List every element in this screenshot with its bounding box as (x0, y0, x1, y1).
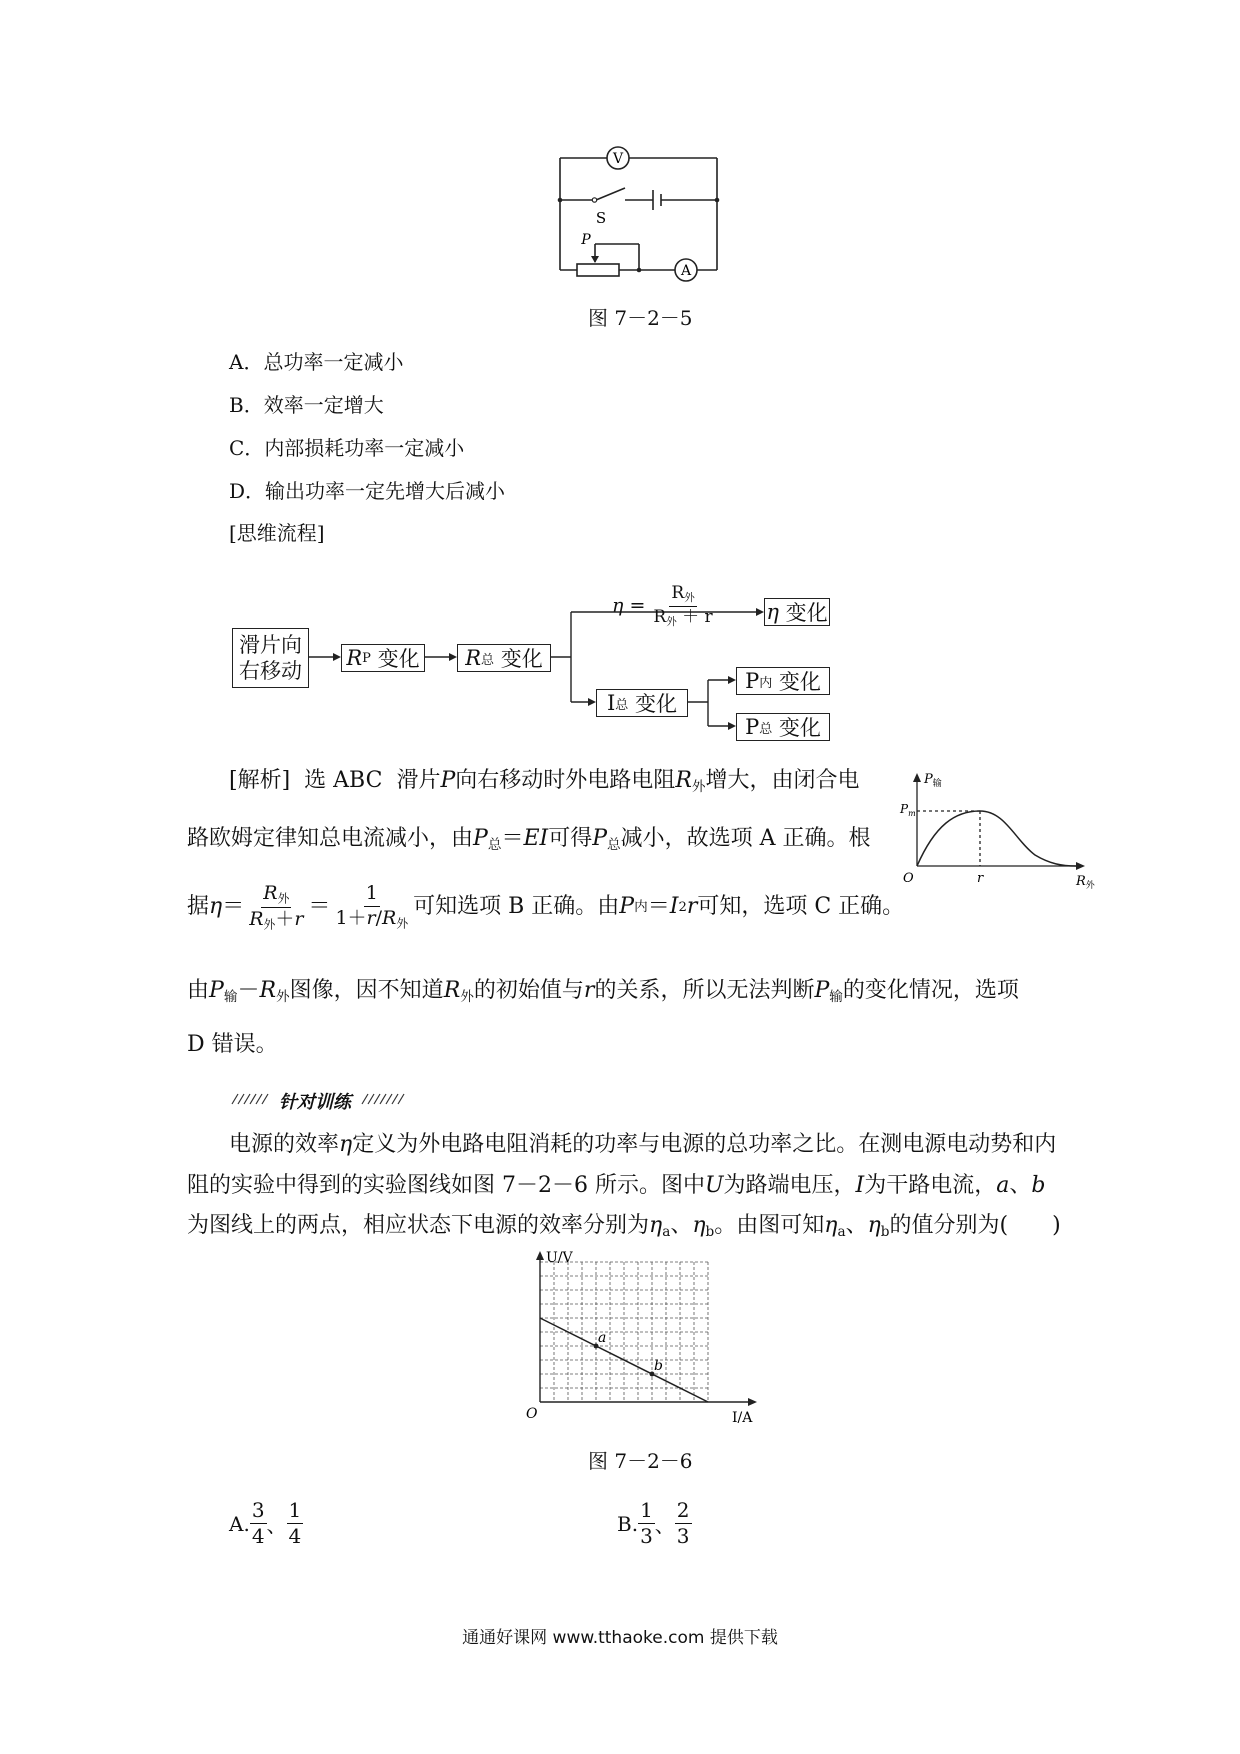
page-footer: 通通好课网 www.tthaoke.com 提供下载 (462, 1628, 778, 1648)
flow-box-pzong: P 总 变化 (736, 713, 830, 741)
option-c: C．内部损耗功率一定减小 (229, 436, 465, 460)
answer-option-b: B. $\frac{1}{3}$ 、 $\frac{2}{3}$ (617, 1498, 690, 1548)
training-line-2: 阻的实验中得到的实验图线如图 7－2－6 所示。图中U为路端电压，I为干路电流，a、b (187, 1173, 1046, 1198)
analysis-line-2: 路欧姆定律知总电流减小，由$P_总=EI$可得$P_总$减小，故选项 A 正确。根 (187, 826, 871, 854)
analysis-line-3: 据 η ＝ $\frac{R_外}{R_外+r}$ ＝ $\frac{1}{1+r/R_外}$ 可知选项 B 正确。由 P 内 ＝ I 2 r 可知，选项 C 正确。 (187, 882, 905, 932)
analysis-line-5: D 错误。 (187, 1032, 278, 1057)
training-title: 针对训练 (279, 1092, 351, 1113)
flow-box-slider: 滑片向 右移动 (232, 628, 309, 688)
i-axis-label: I/A (732, 1410, 753, 1426)
training-line-3: 为图线上的两点，相应状态下电源的效率分别为$\eta_a$、$\eta_b$。由图可知$\eta_a$、$\eta_b$的值分别为( ) (187, 1213, 1061, 1241)
u-axis-label: U/V (546, 1250, 573, 1266)
option-d: D．输出功率一定先增大后减小 (229, 479, 506, 503)
slider-label: P (581, 232, 591, 248)
voltmeter-label: V (612, 151, 624, 167)
curve-r-tick: r (977, 871, 984, 886)
u-i-origin: O (526, 1406, 538, 1422)
option-a: A．总功率一定减小 (229, 350, 404, 374)
training-line-1: 电源的效率η定义为外电路电阻消耗的功率与电源的总功率之比。在测电源电动势和内 (229, 1132, 1057, 1157)
curve-y-label: $P_输$ (924, 772, 942, 789)
flow-box-pnei: P 内 变化 (736, 667, 830, 695)
flow-box-eta: η 变化 (764, 598, 830, 626)
flow-eta-formula: η = $\frac{R_外}{R_外 + r}$ (612, 583, 713, 629)
curve-origin: O (903, 871, 914, 886)
analysis-line-1: [解析] 选 ABC 滑片P向右移动时外电路电阻$R_外$增大，由闭合电 (229, 768, 860, 796)
curve-pm-label: $P_m$ (900, 802, 916, 818)
ammeter-label: A (680, 263, 692, 279)
figure-caption-7-2-6: 图 7－2－6 (588, 1449, 693, 1473)
flow-box-rp: R P 变化 (341, 644, 425, 672)
u-i-graph (520, 1250, 770, 1435)
flow-box-izong: I 总 变化 (596, 689, 688, 717)
answer-option-a: A. $\frac{3}{4}$ 、 $\frac{1}{4}$ (229, 1498, 302, 1548)
switch-label: S (595, 209, 607, 227)
point-a-label: a (598, 1330, 607, 1346)
flow-box-rzong: R 总 变化 (457, 644, 551, 672)
point-b-label: b (654, 1358, 663, 1374)
analysis-line-4: 由$P_输-R_外$图像，因不知道$R_外$的初始值与r的关系，所以无法判断$P_输$的变化情况，选项 (187, 978, 1019, 1006)
curve-x-label: $R_外$ (1076, 874, 1095, 891)
flow-connectors (0, 0, 1240, 760)
option-b: B．效率一定增大 (229, 393, 384, 417)
flow-heading: [思维流程] (229, 521, 325, 545)
power-resistance-curve (900, 770, 1100, 890)
figure-caption-7-2-5: 图 7－2－5 (588, 306, 693, 330)
